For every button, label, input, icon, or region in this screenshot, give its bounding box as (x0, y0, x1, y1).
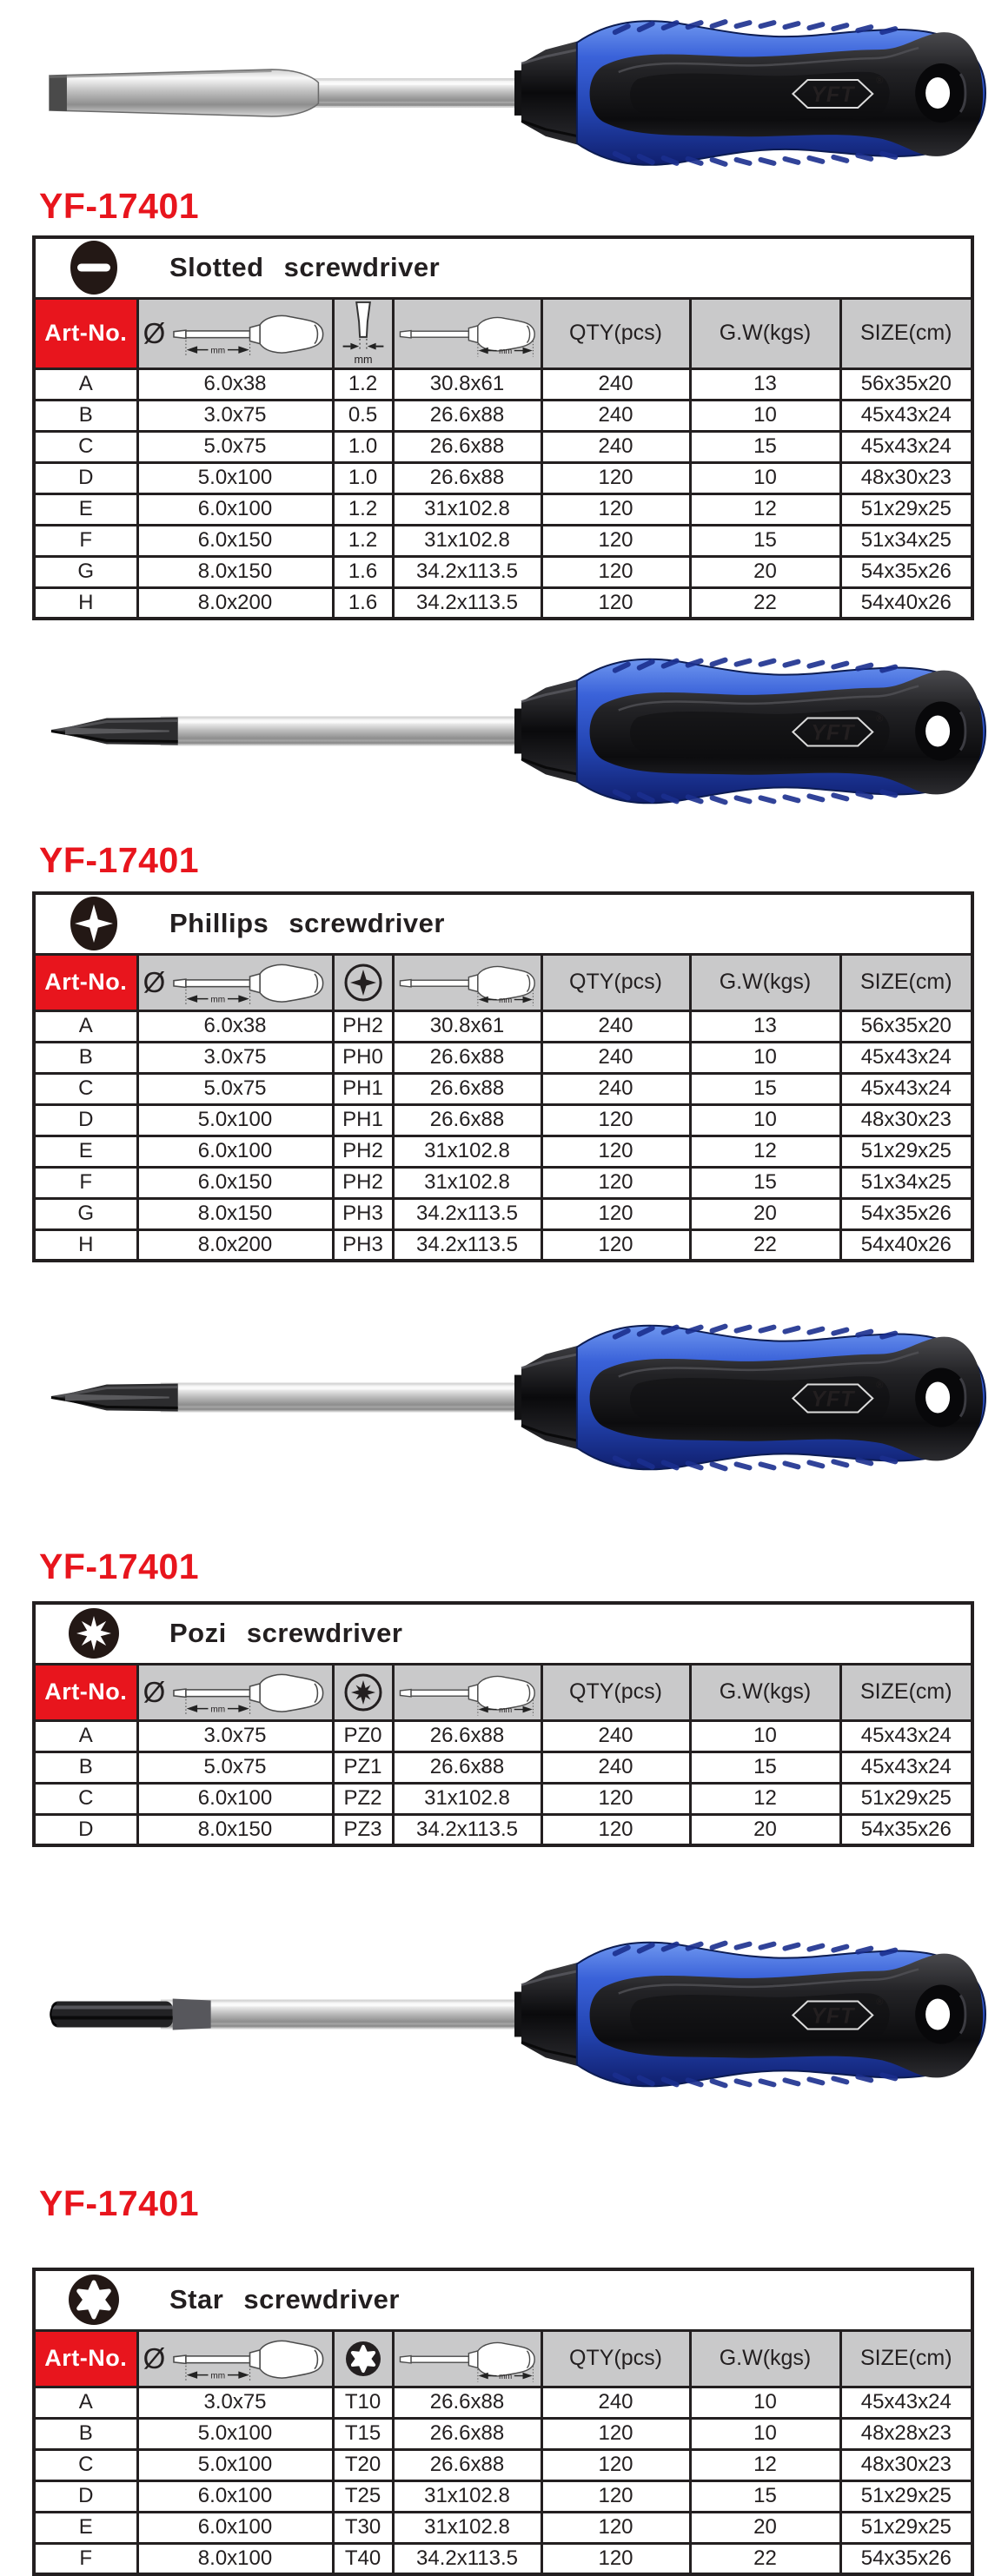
cell-tip: PH0 (333, 1042, 393, 1073)
shaft-dimension-diagram (170, 307, 327, 361)
cell-blade-size: 5.0x100 (137, 2418, 333, 2449)
spec-table-slotted (32, 235, 974, 620)
phillips-screwdriver-image (39, 638, 986, 824)
cell-handle-size: 26.6x88 (393, 1073, 541, 1104)
col-header-handle-dim (393, 954, 541, 1010)
cell-handle-size: 34.2x113.5 (393, 2543, 541, 2574)
cell-gw: 15 (690, 1073, 840, 1104)
table-row (34, 2449, 972, 2480)
col-header-art-no: Art-No. (34, 298, 137, 368)
cell-qty: 120 (541, 462, 690, 493)
table-row (34, 1198, 972, 1229)
cell-art-no: E (34, 1136, 137, 1167)
cell-blade-size: 6.0x38 (137, 368, 333, 400)
cell-blade-size: 6.0x150 (137, 1167, 333, 1198)
cell-art-no: C (34, 1783, 137, 1814)
cell-art-no: F (34, 1167, 137, 1198)
slotted-icon (69, 239, 119, 296)
star-screwdriver-image (39, 1899, 986, 2129)
table-row (34, 556, 972, 587)
cell-size: 51x29x25 (840, 493, 972, 525)
cell-size: 51x29x25 (840, 1783, 972, 1814)
cell-art-no: D (34, 1104, 137, 1136)
cell-gw: 12 (690, 1783, 840, 1814)
cell-blade-size: 3.0x75 (137, 2387, 333, 2418)
cell-tip: 1.2 (333, 368, 393, 400)
cell-size: 48x30x23 (840, 1104, 972, 1136)
cell-qty: 120 (541, 2512, 690, 2543)
cell-tip: 0.5 (333, 400, 393, 431)
cell-tip: 1.0 (333, 431, 393, 462)
cell-gw: 10 (690, 1720, 840, 1752)
cell-blade-size: 8.0x150 (137, 1198, 333, 1229)
cell-qty: 240 (541, 431, 690, 462)
cell-size: 45x43x24 (840, 1073, 972, 1104)
handle-dimension-diagram (397, 958, 538, 1007)
cell-blade-size: 6.0x100 (137, 1136, 333, 1167)
cell-size: 54x35x26 (840, 2543, 972, 2574)
col-header-qty: QTY(pcs) (541, 2330, 690, 2387)
cell-gw: 10 (690, 1042, 840, 1073)
table-row (34, 2480, 972, 2512)
cell-qty: 240 (541, 1042, 690, 1073)
cell-art-no: F (34, 2543, 137, 2574)
model-number: YF-17401 (39, 186, 200, 226)
table-row (34, 1814, 972, 1845)
slotted-screwdriver-image (39, 5, 986, 181)
cell-gw: 15 (690, 1752, 840, 1783)
product-photo-slotted (39, 5, 995, 181)
cell-tip: PH1 (333, 1104, 393, 1136)
cell-qty: 240 (541, 400, 690, 431)
cell-blade-size: 3.0x75 (137, 1042, 333, 1073)
cell-gw: 15 (690, 2480, 840, 2512)
section-title: Phillips screwdriver (169, 908, 445, 939)
cell-handle-size: 34.2x113.5 (393, 1198, 541, 1229)
cell-tip: PZ0 (333, 1720, 393, 1752)
spec-table-pozi (32, 1601, 974, 1847)
cell-qty: 120 (541, 1167, 690, 1198)
model-number: YF-17401 (39, 840, 200, 880)
col-header-size: SIZE(cm) (840, 954, 972, 1010)
cell-blade-size: 5.0x100 (137, 1104, 333, 1136)
cell-art-no: G (34, 1198, 137, 1229)
model-number: YF-17401 (39, 2183, 200, 2223)
cell-blade-size: 6.0x100 (137, 493, 333, 525)
cell-size: 54x40x26 (840, 587, 972, 619)
cell-size: 48x30x23 (840, 462, 972, 493)
cell-qty: 120 (541, 493, 690, 525)
table-row (34, 2543, 972, 2574)
pozi-icon (69, 1605, 119, 1662)
cell-qty: 240 (541, 1720, 690, 1752)
cell-size: 45x43x24 (840, 1720, 972, 1752)
col-header-blade-dim (137, 2330, 333, 2387)
section-pozi (0, 1287, 995, 1847)
cell-qty: 240 (541, 1752, 690, 1783)
cell-qty: 240 (541, 2387, 690, 2418)
cell-size: 51x29x25 (840, 2512, 972, 2543)
cell-blade-size: 6.0x100 (137, 1783, 333, 1814)
cell-blade-size: 8.0x200 (137, 587, 333, 619)
diameter-symbol: Ø (143, 965, 166, 998)
col-header-art-no: Art-No. (34, 2330, 137, 2387)
cell-art-no: D (34, 462, 137, 493)
cell-tip: T30 (333, 2512, 393, 2543)
cell-handle-size: 26.6x88 (393, 2449, 541, 2480)
cell-tip: PH2 (333, 1167, 393, 1198)
cell-handle-size: 31x102.8 (393, 493, 541, 525)
cell-gw: 10 (690, 400, 840, 431)
pozi-screwdriver-image (39, 1287, 986, 1508)
col-header-gw: G.W(kgs) (690, 954, 840, 1010)
cell-blade-size: 5.0x100 (137, 2449, 333, 2480)
cell-art-no: E (34, 493, 137, 525)
section-title: Pozi screwdriver (169, 1618, 403, 1649)
diameter-symbol: Ø (143, 2341, 166, 2374)
cell-tip: T10 (333, 2387, 393, 2418)
cell-tip: 1.2 (333, 525, 393, 556)
cell-size: 54x40x26 (840, 1229, 972, 1261)
cell-art-no: B (34, 2418, 137, 2449)
col-header-blade-dim (137, 954, 333, 1010)
cell-tip: 1.6 (333, 556, 393, 587)
table-row (34, 1010, 972, 1042)
cell-art-no: C (34, 2449, 137, 2480)
cell-tip: T40 (333, 2543, 393, 2574)
diameter-symbol: Ø (143, 1675, 166, 1708)
cell-tip: PH3 (333, 1198, 393, 1229)
cell-handle-size: 26.6x88 (393, 462, 541, 493)
cell-size: 54x35x26 (840, 1198, 972, 1229)
product-photo-star (39, 1899, 995, 2129)
cell-art-no: A (34, 1720, 137, 1752)
cell-art-no: E (34, 2512, 137, 2543)
table-row (34, 1783, 972, 1814)
table-row (34, 1073, 972, 1104)
cell-qty: 240 (541, 368, 690, 400)
cell-gw: 22 (690, 587, 840, 619)
table-row (34, 2418, 972, 2449)
cell-blade-size: 5.0x75 (137, 1073, 333, 1104)
cell-blade-size: 5.0x75 (137, 1752, 333, 1783)
cell-qty: 120 (541, 2418, 690, 2449)
cell-qty: 120 (541, 556, 690, 587)
cell-tip: T20 (333, 2449, 393, 2480)
table-row (34, 400, 972, 431)
table-row (34, 431, 972, 462)
col-header-tip-type (333, 954, 393, 1010)
cell-handle-size: 26.6x88 (393, 2418, 541, 2449)
cell-blade-size: 8.0x150 (137, 556, 333, 587)
cell-qty: 120 (541, 1198, 690, 1229)
cell-qty: 120 (541, 2480, 690, 2512)
cell-gw: 22 (690, 2543, 840, 2574)
shaft-dimension-diagram (170, 2332, 327, 2386)
col-header-gw: G.W(kgs) (690, 298, 840, 368)
cell-art-no: F (34, 525, 137, 556)
cell-qty: 120 (541, 1136, 690, 1167)
table-row (34, 493, 972, 525)
cell-size: 45x43x24 (840, 2387, 972, 2418)
cell-tip: 1.2 (333, 493, 393, 525)
cell-size: 48x30x23 (840, 2449, 972, 2480)
col-header-qty: QTY(pcs) (541, 954, 690, 1010)
col-header-handle-dim (393, 2330, 541, 2387)
cell-gw: 10 (690, 2418, 840, 2449)
cell-gw: 20 (690, 2512, 840, 2543)
col-header-tip-type (333, 1664, 393, 1720)
col-header-qty: QTY(pcs) (541, 1664, 690, 1720)
cell-gw: 15 (690, 1167, 840, 1198)
cell-gw: 22 (690, 1229, 840, 1261)
table-row (34, 368, 972, 400)
cell-gw: 15 (690, 525, 840, 556)
col-header-handle-dim (393, 1664, 541, 1720)
cell-gw: 10 (690, 1104, 840, 1136)
column-header-row (34, 2330, 972, 2387)
cell-tip: 1.0 (333, 462, 393, 493)
cell-size: 45x43x24 (840, 431, 972, 462)
pozi-tip-icon (343, 1672, 383, 1712)
table-row (34, 1136, 972, 1167)
cell-blade-size: 8.0x200 (137, 1229, 333, 1261)
cell-qty: 240 (541, 1010, 690, 1042)
table-row (34, 1229, 972, 1261)
section-title: Star screwdriver (169, 2284, 400, 2315)
cell-handle-size: 31x102.8 (393, 1783, 541, 1814)
cell-qty: 120 (541, 1104, 690, 1136)
cell-gw: 10 (690, 462, 840, 493)
cell-handle-size: 26.6x88 (393, 1042, 541, 1073)
cell-handle-size: 31x102.8 (393, 2480, 541, 2512)
cell-art-no: B (34, 1042, 137, 1073)
catalog-page (0, 5, 995, 2570)
cell-gw: 13 (690, 368, 840, 400)
handle-dimension-diagram (397, 2334, 538, 2383)
cell-handle-size: 31x102.8 (393, 525, 541, 556)
col-header-gw: G.W(kgs) (690, 2330, 840, 2387)
shaft-dimension-diagram (170, 1665, 327, 1719)
cell-blade-size: 8.0x100 (137, 2543, 333, 2574)
cell-tip: T25 (333, 2480, 393, 2512)
cell-gw: 12 (690, 2449, 840, 2480)
cell-art-no: C (34, 1073, 137, 1104)
cell-size: 48x28x23 (840, 2418, 972, 2449)
table-row (34, 1104, 972, 1136)
cell-gw: 20 (690, 556, 840, 587)
cell-art-no: A (34, 1010, 137, 1042)
star-tip-icon (343, 2339, 383, 2379)
cell-size: 56x35x20 (840, 368, 972, 400)
cell-handle-size: 26.6x88 (393, 400, 541, 431)
cell-art-no: A (34, 2387, 137, 2418)
cell-handle-size: 31x102.8 (393, 2512, 541, 2543)
col-header-art-no: Art-No. (34, 1664, 137, 1720)
cell-size: 51x29x25 (840, 2480, 972, 2512)
phillips-icon (69, 895, 119, 952)
table-row (34, 1720, 972, 1752)
column-header-row (34, 298, 972, 368)
cell-size: 54x35x26 (840, 556, 972, 587)
cell-gw: 15 (690, 431, 840, 462)
cell-art-no: H (34, 1229, 137, 1261)
cell-handle-size: 31x102.8 (393, 1167, 541, 1198)
cell-size: 51x34x25 (840, 525, 972, 556)
table-row (34, 2387, 972, 2418)
col-header-size: SIZE(cm) (840, 298, 972, 368)
cell-handle-size: 34.2x113.5 (393, 1814, 541, 1845)
phillips-tip-icon (343, 963, 383, 1003)
diameter-symbol: Ø (143, 316, 166, 349)
cell-qty: 120 (541, 2449, 690, 2480)
cell-size: 54x35x26 (840, 1814, 972, 1845)
cell-handle-size: 31x102.8 (393, 1136, 541, 1167)
col-header-art-no: Art-No. (34, 954, 137, 1010)
cell-blade-size: 6.0x150 (137, 525, 333, 556)
cell-handle-size: 26.6x88 (393, 1104, 541, 1136)
slotted-tip-diagram (339, 300, 388, 368)
cell-tip: PH3 (333, 1229, 393, 1261)
cell-tip: PZ3 (333, 1814, 393, 1845)
cell-size: 56x35x20 (840, 1010, 972, 1042)
cell-handle-size: 26.6x88 (393, 1752, 541, 1783)
section-phillips (0, 638, 995, 1262)
cell-art-no: B (34, 400, 137, 431)
cell-size: 45x43x24 (840, 1752, 972, 1783)
handle-dimension-diagram (397, 309, 538, 358)
table-row (34, 1167, 972, 1198)
cell-handle-size: 26.6x88 (393, 1720, 541, 1752)
cell-tip: 1.6 (333, 587, 393, 619)
cell-gw: 13 (690, 1010, 840, 1042)
table-row (34, 1752, 972, 1783)
column-header-row (34, 954, 972, 1010)
cell-tip: PH2 (333, 1136, 393, 1167)
cell-art-no: G (34, 556, 137, 587)
cell-handle-size: 30.8x61 (393, 1010, 541, 1042)
col-header-blade-dim (137, 298, 333, 368)
cell-size: 45x43x24 (840, 1042, 972, 1073)
cell-tip: PH2 (333, 1010, 393, 1042)
cell-handle-size: 34.2x113.5 (393, 556, 541, 587)
col-header-size: SIZE(cm) (840, 2330, 972, 2387)
cell-tip: PH1 (333, 1073, 393, 1104)
section-star (0, 1899, 995, 2576)
star-icon (69, 2271, 119, 2328)
cell-tip: PZ2 (333, 1783, 393, 1814)
cell-handle-size: 30.8x61 (393, 368, 541, 400)
cell-size: 51x29x25 (840, 1136, 972, 1167)
product-photo-phillips (39, 638, 995, 824)
cell-qty: 120 (541, 525, 690, 556)
col-header-handle-dim (393, 298, 541, 368)
spec-table-star (32, 2268, 974, 2576)
cell-blade-size: 6.0x38 (137, 1010, 333, 1042)
cell-handle-size: 26.6x88 (393, 431, 541, 462)
section-title: Slotted screwdriver (169, 252, 441, 283)
cell-blade-size: 3.0x75 (137, 400, 333, 431)
handle-dimension-diagram (397, 1668, 538, 1717)
cell-art-no: C (34, 431, 137, 462)
cell-qty: 120 (541, 587, 690, 619)
cell-tip: T15 (333, 2418, 393, 2449)
section-slotted (0, 5, 995, 620)
col-header-tip-type (333, 2330, 393, 2387)
cell-gw: 12 (690, 1136, 840, 1167)
cell-gw: 10 (690, 2387, 840, 2418)
cell-size: 51x34x25 (840, 1167, 972, 1198)
product-photo-pozi (39, 1287, 995, 1508)
column-header-row (34, 1664, 972, 1720)
cell-qty: 120 (541, 2543, 690, 2574)
cell-art-no: B (34, 1752, 137, 1783)
cell-art-no: D (34, 2480, 137, 2512)
cell-size: 45x43x24 (840, 400, 972, 431)
cell-qty: 240 (541, 1073, 690, 1104)
cell-qty: 120 (541, 1229, 690, 1261)
cell-gw: 20 (690, 1198, 840, 1229)
cell-blade-size: 6.0x100 (137, 2480, 333, 2512)
table-row (34, 462, 972, 493)
cell-handle-size: 34.2x113.5 (393, 587, 541, 619)
cell-art-no: H (34, 587, 137, 619)
cell-gw: 12 (690, 493, 840, 525)
col-header-qty: QTY(pcs) (541, 298, 690, 368)
cell-blade-size: 5.0x100 (137, 462, 333, 493)
cell-blade-size: 6.0x100 (137, 2512, 333, 2543)
cell-art-no: D (34, 1814, 137, 1845)
table-row (34, 525, 972, 556)
col-header-gw: G.W(kgs) (690, 1664, 840, 1720)
cell-blade-size: 3.0x75 (137, 1720, 333, 1752)
cell-qty: 120 (541, 1814, 690, 1845)
col-header-size: SIZE(cm) (840, 1664, 972, 1720)
cell-handle-size: 26.6x88 (393, 2387, 541, 2418)
cell-art-no: A (34, 368, 137, 400)
cell-qty: 120 (541, 1783, 690, 1814)
table-row (34, 2512, 972, 2543)
col-header-blade-dim (137, 1664, 333, 1720)
table-row (34, 587, 972, 619)
table-row (34, 1042, 972, 1073)
cell-tip: PZ1 (333, 1752, 393, 1783)
shaft-dimension-diagram (170, 956, 327, 1010)
cell-gw: 20 (690, 1814, 840, 1845)
cell-blade-size: 8.0x150 (137, 1814, 333, 1845)
cell-blade-size: 5.0x75 (137, 431, 333, 462)
col-header-tip-width (333, 298, 393, 368)
spec-table-phillips (32, 891, 974, 1262)
model-number: YF-17401 (39, 1546, 200, 1586)
cell-handle-size: 34.2x113.5 (393, 1229, 541, 1261)
